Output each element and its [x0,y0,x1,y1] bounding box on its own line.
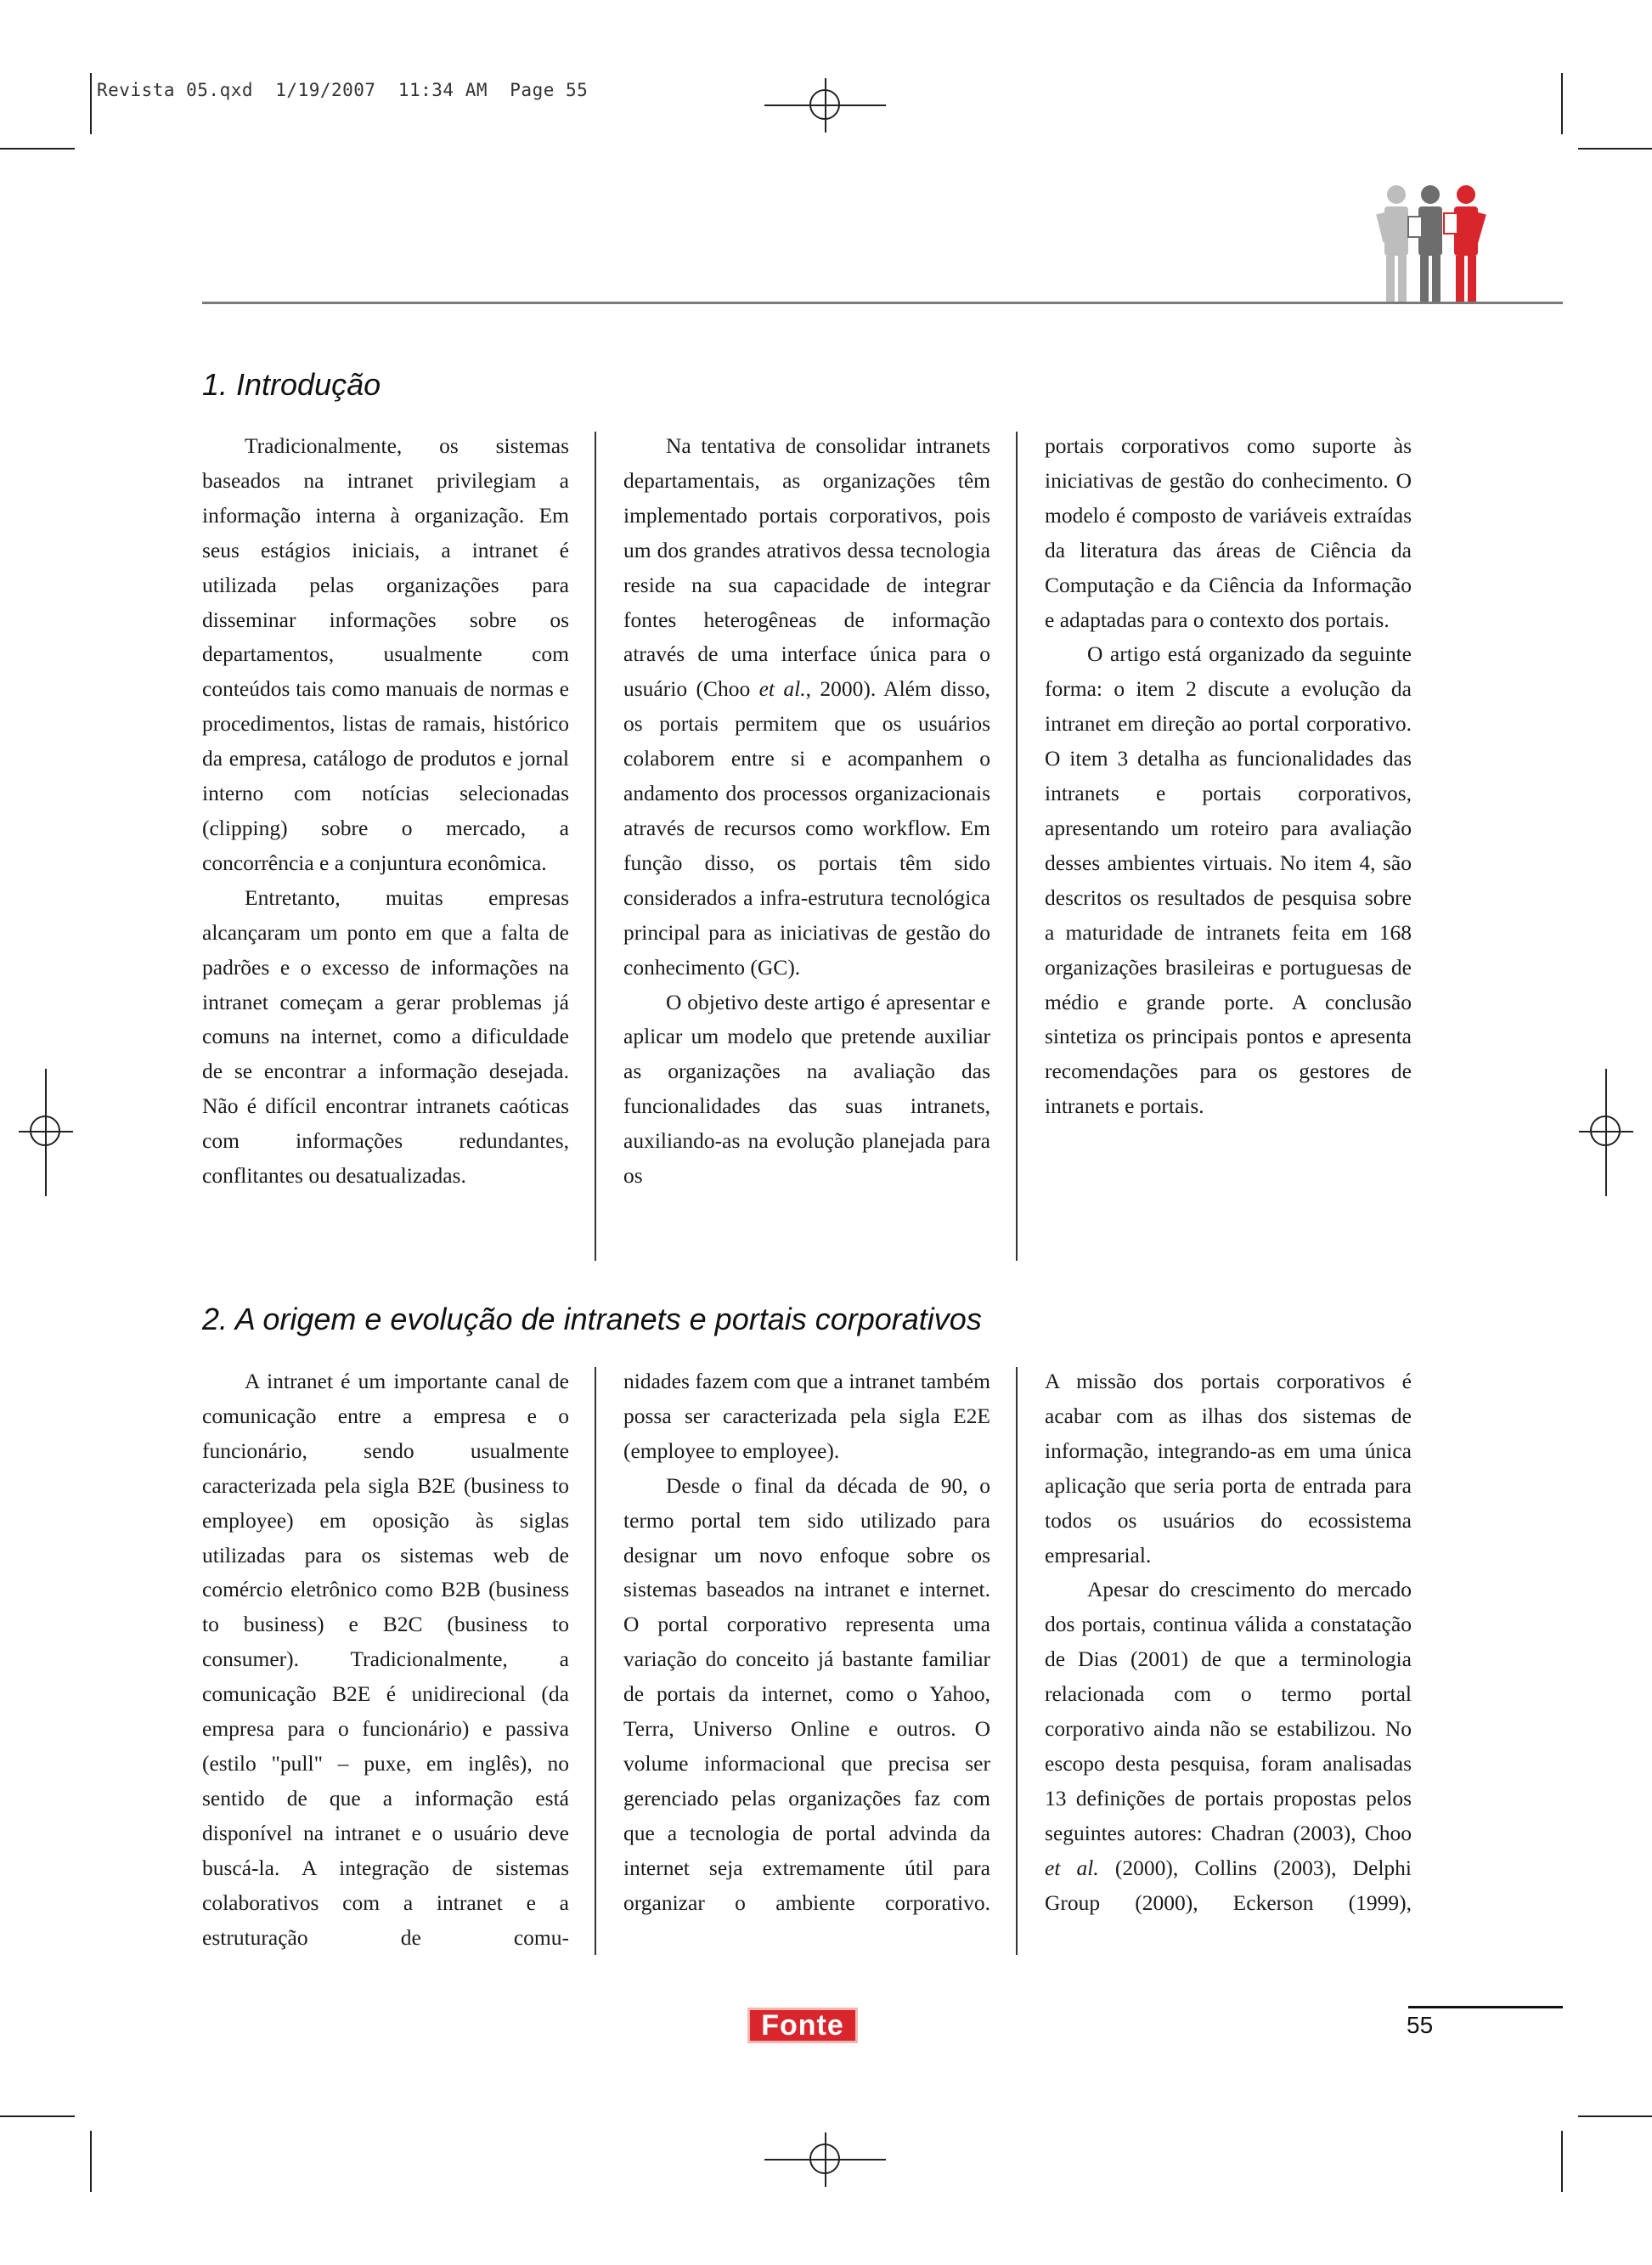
section1-column-1 [202,429,569,1194]
column-divider [1016,1367,1018,1955]
section2-column-1 [202,1364,569,1955]
section1-column-3 [1045,429,1412,1124]
column-divider [595,432,596,1261]
paragraph: O artigo está organizado da seguinte forma: o item 2 discute a evolução da intranet em direção ao portal corporativo. O item 3 detalha as funcionalidades das intranets e portais corporativos, apresentando um roteiro para avaliação desses ambientes virtuais. No item 4, são descritos os resultados de pesquisa sobre a maturidade de intranets feita em 168 organizações brasileiras e portuguesas de médio e grande porte. A conclusão sintetiza os principais pontos e apresenta recomendações para os gestores de intranets e portais. [1045,641,1412,1119]
registration-line [1605,1069,1607,1196]
citation-italic: et al. [758,676,806,702]
paragraph: Na tentativa de consolidar intranets departamentais, as organizações têm implementado portais corporativos, pois um dos grandes atrativos dessa tecnologia reside na sua capacidade de integrar fontes heterogêneas de informação através de uma interface única para o usuário (Choo et al., 2000). Além disso, os portais permitem que os usuários colaborem entre si e acompanhem o andamento dos processos organizacionais através de recursos como workflow. Em função disso, os portais têm sido considerados a infra-estrutura tecnológica principal para as iniciativas de gestão do conhecimento (GC). [623,433,990,980]
crop-mark [1561,2131,1563,2192]
people-figures-logo-icon [1373,183,1500,306]
section1-column-2 [623,429,990,1194]
crop-mark [90,2131,92,2192]
crop-mark [1561,73,1563,134]
paragraph: A missão dos portais corporativos é acabar com as ilhas dos sistemas de informação, integrando-as em uma única aplicação que seria porta de entrada para todos os usuários do ecossistema empresarial. [1045,1369,1412,1567]
registration-line [764,2159,886,2161]
header-rule [202,302,1563,304]
column-divider [595,1367,596,1955]
paragraph: Desde o final da década de 90, o termo portal tem sido utilizado para designar um novo enfoque sobre os sistemas baseados na intranet e internet. O portal corporativo representa uma variação do conceito já bastante familiar de portais da internet, como o Yahoo, Terra, Universo Online e outros. O volume informacional que precisa ser gerenciado pelas organizações faz com que a tecnologia de portal advinda da internet seja extremamente útil para organizar o ambiente corporativo. [623,1472,990,1915]
paragraph: Tradicionalmente, os sistemas baseados na intranet privilegiam a informação interna à organização. Em seus estágios iniciais, a intranet é utilizada pelas organizações para disseminar informações sobre os departamentos, usualmente com conteúdos tais como manuais de normas e procedimentos, listas de ramais, histórico da empresa, catálogo de produtos e jornal interno com notícias selecionadas (clipping) sobre o mercado, a concorrência e a conjuntura econômica. [202,433,569,875]
crop-mark [0,2115,75,2117]
paragraph: portais corporativos como suporte às iniciativas de gestão do conhecimento. O modelo é composto de variáveis extraídas da literatura das áreas de Ciência da Computação e da Ciência da Informação e adaptadas para o contexto dos portais. [1045,433,1412,632]
section2-column-3 [1045,1364,1412,1921]
paragraph: nidades fazem com que a intranet também possa ser caracterizada pela sigla E2E (employee to employee). [623,1369,990,1463]
fonte-logo: Fonte [747,2008,858,2043]
section-heading-origem-evolucao: 2. A origem e evolução de intranets e portais corporativos [202,1302,982,1336]
paragraph: Entretanto, muitas empresas alcançaram um ponto em que a falta de padrões e o excesso de informações na intranet começam a gerar problemas já comuns na internet, como a dificuldade de se encontrar a informação desejada. Não é difícil encontrar intranets caóticas com informações redundantes, conflitantes ou desatualizadas. [202,884,569,1189]
paragraph: O objetivo deste artigo é apresentar e aplicar um modelo que pretende auxiliar as organizações na avaliação das funcionalidades das suas intranets, auxiliando-as na evolução planejada para os [623,989,990,1189]
citation-italic: et al. [1045,1855,1099,1880]
registration-mark-top [798,78,853,133]
section2-column-2 [623,1364,990,1921]
crop-mark [0,148,75,150]
paragraph: A intranet é um importante canal de comunicação entre a empresa e o funcionário, sendo usualmente caracterizada pela sigla B2E (business to employee) em oposição às siglas utilizadas para os sistemas web de comércio eletrônico como B2B (business to business) e B2C (business to consumer). Tradicionalmente, a comunicação B2E é unidirecional (da empresa para o funcionário) e passiva (estilo "pull" – puxe, em inglês), no sentido de que a informação está disponível na intranet e o usuário deve buscá-la. A integração de sistemas colaborativos com a intranet e a estruturação de comu- [202,1369,569,1950]
crop-mark [1578,2115,1652,2117]
section-heading-introducao: 1. Introdução [202,367,381,402]
print-slug: Revista 05.qxd 1/19/2007 11:34 AM Page 55 [97,80,589,100]
page-number-rule [1408,2006,1563,2008]
page-number: 55 [1407,2012,1434,2038]
paragraph: Apesar do crescimento do mercado dos portais, continua válida a constatação de Dias (2001) de que a terminologia relacionada com o termo portal corporativo ainda não se estabilizou. No escopo desta pesquisa, foram analisadas 13 definições de portais propostas pelos seguintes autores: Chadran (2003), Choo et al. (2000), Collins (2003), Delphi Group (2000), Eckerson (1999), [1045,1577,1412,1915]
registration-line [45,1069,47,1196]
column-divider [1016,432,1018,1261]
crop-mark [1578,148,1652,150]
crop-mark [90,73,92,134]
